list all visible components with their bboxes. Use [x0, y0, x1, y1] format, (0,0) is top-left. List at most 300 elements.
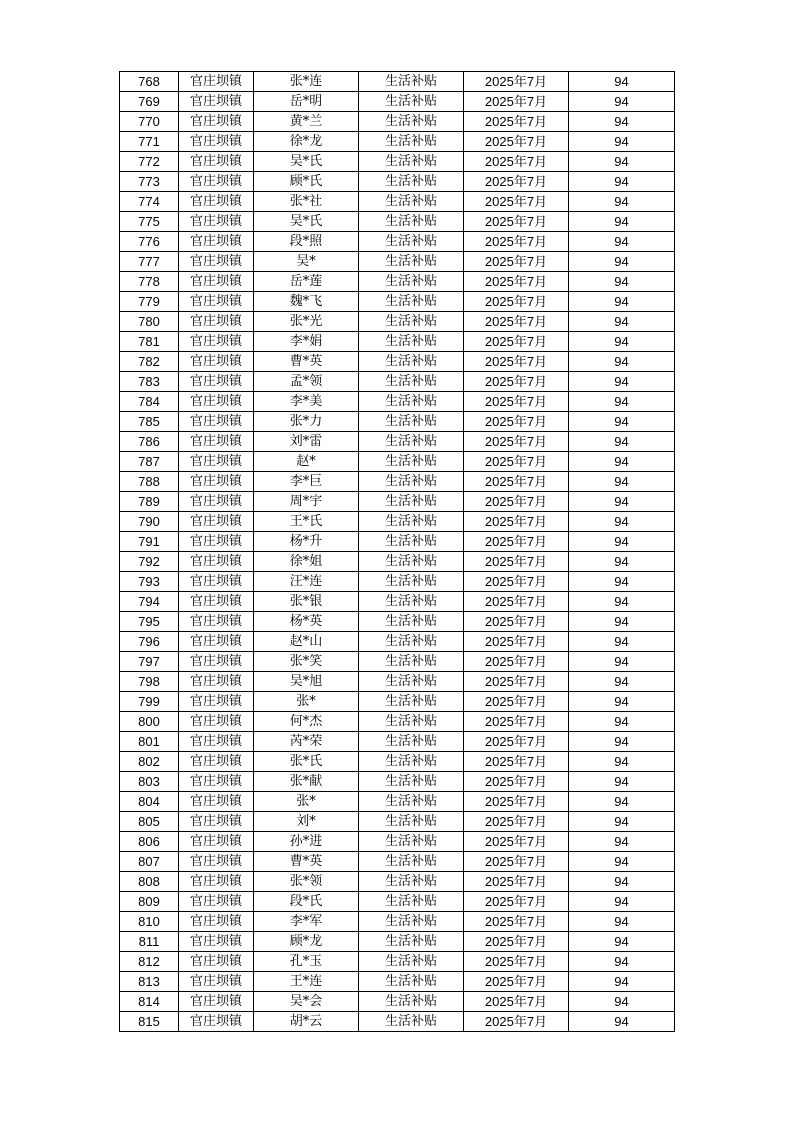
row-number: 770 — [120, 112, 179, 132]
table-row — [120, 792, 675, 812]
table-row — [120, 592, 675, 612]
period-cell: 2025年7月 — [464, 172, 569, 192]
period-cell: 2025年7月 — [464, 412, 569, 432]
name-cell: 张*社 — [254, 192, 359, 212]
table-row — [120, 672, 675, 692]
amount-cell: 94 — [569, 132, 675, 152]
town-cell: 官庄坝镇 — [179, 72, 254, 92]
period-cell: 2025年7月 — [464, 792, 569, 812]
amount-cell: 94 — [569, 732, 675, 752]
subsidy-type-cell: 生活补贴 — [359, 752, 464, 772]
subsidy-type-cell: 生活补贴 — [359, 412, 464, 432]
amount-cell: 94 — [569, 832, 675, 852]
row-number: 778 — [120, 272, 179, 292]
town-cell: 官庄坝镇 — [179, 652, 254, 672]
subsidy-type-cell: 生活补贴 — [359, 432, 464, 452]
period-cell: 2025年7月 — [464, 192, 569, 212]
table-row — [120, 692, 675, 712]
amount-cell: 94 — [569, 92, 675, 112]
town-cell: 官庄坝镇 — [179, 932, 254, 952]
row-number: 772 — [120, 152, 179, 172]
row-number: 797 — [120, 652, 179, 672]
subsidy-type-cell: 生活补贴 — [359, 212, 464, 232]
name-cell: 刘*雷 — [254, 432, 359, 452]
row-number: 803 — [120, 772, 179, 792]
table-row — [120, 612, 675, 632]
town-cell: 官庄坝镇 — [179, 432, 254, 452]
period-cell: 2025年7月 — [464, 212, 569, 232]
amount-cell: 94 — [569, 572, 675, 592]
town-cell: 官庄坝镇 — [179, 472, 254, 492]
table-row — [120, 312, 675, 332]
town-cell: 官庄坝镇 — [179, 992, 254, 1012]
town-cell: 官庄坝镇 — [179, 872, 254, 892]
name-cell: 孙*进 — [254, 832, 359, 852]
table-row — [120, 832, 675, 852]
table-row — [120, 232, 675, 252]
town-cell: 官庄坝镇 — [179, 912, 254, 932]
row-number: 788 — [120, 472, 179, 492]
subsidy-type-cell: 生活补贴 — [359, 872, 464, 892]
row-number: 784 — [120, 392, 179, 412]
name-cell: 张*笑 — [254, 652, 359, 672]
amount-cell: 94 — [569, 772, 675, 792]
period-cell: 2025年7月 — [464, 772, 569, 792]
row-number: 780 — [120, 312, 179, 332]
town-cell: 官庄坝镇 — [179, 312, 254, 332]
row-number: 793 — [120, 572, 179, 592]
amount-cell: 94 — [569, 992, 675, 1012]
row-number: 802 — [120, 752, 179, 772]
town-cell: 官庄坝镇 — [179, 212, 254, 232]
subsidy-type-cell: 生活补贴 — [359, 72, 464, 92]
row-number: 799 — [120, 692, 179, 712]
town-cell: 官庄坝镇 — [179, 712, 254, 732]
row-number: 792 — [120, 552, 179, 572]
row-number: 798 — [120, 672, 179, 692]
period-cell: 2025年7月 — [464, 932, 569, 952]
subsidy-type-cell: 生活补贴 — [359, 312, 464, 332]
subsidy-type-cell: 生活补贴 — [359, 552, 464, 572]
table-row — [120, 132, 675, 152]
row-number: 776 — [120, 232, 179, 252]
subsidy-type-cell: 生活补贴 — [359, 852, 464, 872]
amount-cell: 94 — [569, 712, 675, 732]
name-cell: 杨*升 — [254, 532, 359, 552]
name-cell: 张* — [254, 792, 359, 812]
name-cell: 张*力 — [254, 412, 359, 432]
name-cell: 黄*兰 — [254, 112, 359, 132]
amount-cell: 94 — [569, 512, 675, 532]
table-row — [120, 532, 675, 552]
table-row — [120, 172, 675, 192]
period-cell: 2025年7月 — [464, 872, 569, 892]
row-number: 774 — [120, 192, 179, 212]
row-number: 781 — [120, 332, 179, 352]
row-number: 787 — [120, 452, 179, 472]
name-cell: 杨*英 — [254, 612, 359, 632]
table-row — [120, 812, 675, 832]
town-cell: 官庄坝镇 — [179, 392, 254, 412]
name-cell: 刘* — [254, 812, 359, 832]
name-cell: 王*连 — [254, 972, 359, 992]
row-number: 800 — [120, 712, 179, 732]
name-cell: 李*军 — [254, 912, 359, 932]
name-cell: 吴* — [254, 252, 359, 272]
row-number: 806 — [120, 832, 179, 852]
town-cell: 官庄坝镇 — [179, 812, 254, 832]
subsidy-type-cell: 生活补贴 — [359, 252, 464, 272]
table-row — [120, 932, 675, 952]
table-row — [120, 332, 675, 352]
subsidy-type-cell: 生活补贴 — [359, 772, 464, 792]
row-number: 790 — [120, 512, 179, 532]
subsidy-type-cell: 生活补贴 — [359, 472, 464, 492]
name-cell: 吴*会 — [254, 992, 359, 1012]
town-cell: 官庄坝镇 — [179, 852, 254, 872]
town-cell: 官庄坝镇 — [179, 492, 254, 512]
subsidy-type-cell: 生活补贴 — [359, 192, 464, 212]
name-cell: 岳*明 — [254, 92, 359, 112]
row-number: 771 — [120, 132, 179, 152]
amount-cell: 94 — [569, 672, 675, 692]
table-row — [120, 392, 675, 412]
name-cell: 徐*龙 — [254, 132, 359, 152]
row-number: 810 — [120, 912, 179, 932]
row-number: 777 — [120, 252, 179, 272]
amount-cell: 94 — [569, 472, 675, 492]
table-row — [120, 1012, 675, 1032]
amount-cell: 94 — [569, 892, 675, 912]
subsidy-type-cell: 生活补贴 — [359, 452, 464, 472]
subsidy-type-cell: 生活补贴 — [359, 992, 464, 1012]
period-cell: 2025年7月 — [464, 612, 569, 632]
name-cell: 顾*龙 — [254, 932, 359, 952]
row-number: 768 — [120, 72, 179, 92]
table-row — [120, 952, 675, 972]
name-cell: 孔*玉 — [254, 952, 359, 972]
subsidy-type-cell: 生活补贴 — [359, 832, 464, 852]
amount-cell: 94 — [569, 812, 675, 832]
amount-cell: 94 — [569, 972, 675, 992]
period-cell: 2025年7月 — [464, 312, 569, 332]
name-cell: 张*氏 — [254, 752, 359, 772]
row-number: 804 — [120, 792, 179, 812]
table-row — [120, 412, 675, 432]
period-cell: 2025年7月 — [464, 532, 569, 552]
town-cell: 官庄坝镇 — [179, 452, 254, 472]
period-cell: 2025年7月 — [464, 592, 569, 612]
period-cell: 2025年7月 — [464, 652, 569, 672]
subsidy-type-cell: 生活补贴 — [359, 112, 464, 132]
row-number: 773 — [120, 172, 179, 192]
table-row — [120, 92, 675, 112]
town-cell: 官庄坝镇 — [179, 292, 254, 312]
town-cell: 官庄坝镇 — [179, 172, 254, 192]
town-cell: 官庄坝镇 — [179, 272, 254, 292]
row-number: 786 — [120, 432, 179, 452]
period-cell: 2025年7月 — [464, 632, 569, 652]
town-cell: 官庄坝镇 — [179, 152, 254, 172]
name-cell: 芮*荣 — [254, 732, 359, 752]
period-cell: 2025年7月 — [464, 752, 569, 772]
period-cell: 2025年7月 — [464, 92, 569, 112]
amount-cell: 94 — [569, 652, 675, 672]
period-cell: 2025年7月 — [464, 972, 569, 992]
town-cell: 官庄坝镇 — [179, 552, 254, 572]
amount-cell: 94 — [569, 932, 675, 952]
amount-cell: 94 — [569, 592, 675, 612]
amount-cell: 94 — [569, 292, 675, 312]
amount-cell: 94 — [569, 552, 675, 572]
town-cell: 官庄坝镇 — [179, 832, 254, 852]
amount-cell: 94 — [569, 412, 675, 432]
period-cell: 2025年7月 — [464, 512, 569, 532]
period-cell: 2025年7月 — [464, 712, 569, 732]
table-row — [120, 752, 675, 772]
row-number: 795 — [120, 612, 179, 632]
amount-cell: 94 — [569, 312, 675, 332]
period-cell: 2025年7月 — [464, 332, 569, 352]
period-cell: 2025年7月 — [464, 252, 569, 272]
period-cell: 2025年7月 — [464, 392, 569, 412]
period-cell: 2025年7月 — [464, 72, 569, 92]
town-cell: 官庄坝镇 — [179, 732, 254, 752]
subsidy-type-cell: 生活补贴 — [359, 912, 464, 932]
subsidy-type-cell: 生活补贴 — [359, 612, 464, 632]
table-row — [120, 912, 675, 932]
subsidy-type-cell: 生活补贴 — [359, 692, 464, 712]
subsidy-type-cell: 生活补贴 — [359, 392, 464, 412]
table-row — [120, 852, 675, 872]
table-row — [120, 972, 675, 992]
subsidy-type-cell: 生活补贴 — [359, 272, 464, 292]
amount-cell: 94 — [569, 352, 675, 372]
name-cell: 吴*氏 — [254, 212, 359, 232]
subsidy-type-cell: 生活补贴 — [359, 132, 464, 152]
subsidy-type-cell: 生活补贴 — [359, 372, 464, 392]
table-row — [120, 552, 675, 572]
row-number: 815 — [120, 1012, 179, 1032]
town-cell: 官庄坝镇 — [179, 692, 254, 712]
row-number: 779 — [120, 292, 179, 312]
amount-cell: 94 — [569, 192, 675, 212]
table-row — [120, 652, 675, 672]
period-cell: 2025年7月 — [464, 492, 569, 512]
name-cell: 周*宇 — [254, 492, 359, 512]
period-cell: 2025年7月 — [464, 292, 569, 312]
subsidy-roster-table — [119, 71, 675, 1032]
amount-cell: 94 — [569, 632, 675, 652]
town-cell: 官庄坝镇 — [179, 352, 254, 372]
subsidy-type-cell: 生活补贴 — [359, 292, 464, 312]
table-row — [120, 732, 675, 752]
period-cell: 2025年7月 — [464, 152, 569, 172]
amount-cell: 94 — [569, 452, 675, 472]
table-row — [120, 472, 675, 492]
name-cell: 吴*氏 — [254, 152, 359, 172]
table-row — [120, 992, 675, 1012]
subsidy-type-cell: 生活补贴 — [359, 952, 464, 972]
subsidy-type-cell: 生活补贴 — [359, 152, 464, 172]
amount-cell: 94 — [569, 372, 675, 392]
row-number: 794 — [120, 592, 179, 612]
amount-cell: 94 — [569, 252, 675, 272]
name-cell: 张*献 — [254, 772, 359, 792]
period-cell: 2025年7月 — [464, 952, 569, 972]
amount-cell: 94 — [569, 212, 675, 232]
period-cell: 2025年7月 — [464, 132, 569, 152]
name-cell: 张*银 — [254, 592, 359, 612]
row-number: 808 — [120, 872, 179, 892]
name-cell: 张* — [254, 692, 359, 712]
name-cell: 曹*英 — [254, 352, 359, 372]
period-cell: 2025年7月 — [464, 352, 569, 372]
name-cell: 孟*领 — [254, 372, 359, 392]
subsidy-type-cell: 生活补贴 — [359, 652, 464, 672]
name-cell: 徐*姐 — [254, 552, 359, 572]
row-number: 796 — [120, 632, 179, 652]
amount-cell: 94 — [569, 272, 675, 292]
amount-cell: 94 — [569, 1012, 675, 1032]
name-cell: 段*氏 — [254, 892, 359, 912]
amount-cell: 94 — [569, 332, 675, 352]
town-cell: 官庄坝镇 — [179, 752, 254, 772]
name-cell: 何*杰 — [254, 712, 359, 732]
subsidy-type-cell: 生活补贴 — [359, 492, 464, 512]
subsidy-type-cell: 生活补贴 — [359, 1012, 464, 1032]
amount-cell: 94 — [569, 152, 675, 172]
roster-body — [120, 72, 675, 1032]
period-cell: 2025年7月 — [464, 372, 569, 392]
row-number: 807 — [120, 852, 179, 872]
name-cell: 张*连 — [254, 72, 359, 92]
name-cell: 汪*连 — [254, 572, 359, 592]
period-cell: 2025年7月 — [464, 692, 569, 712]
table-row — [120, 572, 675, 592]
town-cell: 官庄坝镇 — [179, 672, 254, 692]
amount-cell: 94 — [569, 612, 675, 632]
table-row — [120, 272, 675, 292]
subsidy-type-cell: 生活补贴 — [359, 812, 464, 832]
amount-cell: 94 — [569, 952, 675, 972]
row-number: 814 — [120, 992, 179, 1012]
subsidy-type-cell: 生活补贴 — [359, 732, 464, 752]
name-cell: 吴*旭 — [254, 672, 359, 692]
amount-cell: 94 — [569, 752, 675, 772]
name-cell: 岳*莲 — [254, 272, 359, 292]
name-cell: 王*氏 — [254, 512, 359, 532]
name-cell: 张*领 — [254, 872, 359, 892]
town-cell: 官庄坝镇 — [179, 252, 254, 272]
amount-cell: 94 — [569, 792, 675, 812]
amount-cell: 94 — [569, 492, 675, 512]
amount-cell: 94 — [569, 232, 675, 252]
table-row — [120, 192, 675, 212]
table-row — [120, 492, 675, 512]
period-cell: 2025年7月 — [464, 432, 569, 452]
name-cell: 张*光 — [254, 312, 359, 332]
period-cell: 2025年7月 — [464, 812, 569, 832]
town-cell: 官庄坝镇 — [179, 112, 254, 132]
name-cell: 李*巨 — [254, 472, 359, 492]
period-cell: 2025年7月 — [464, 912, 569, 932]
table-row — [120, 712, 675, 732]
period-cell: 2025年7月 — [464, 232, 569, 252]
town-cell: 官庄坝镇 — [179, 192, 254, 212]
subsidy-type-cell: 生活补贴 — [359, 332, 464, 352]
town-cell: 官庄坝镇 — [179, 412, 254, 432]
row-number: 782 — [120, 352, 179, 372]
amount-cell: 94 — [569, 692, 675, 712]
row-number: 809 — [120, 892, 179, 912]
name-cell: 段*照 — [254, 232, 359, 252]
town-cell: 官庄坝镇 — [179, 332, 254, 352]
town-cell: 官庄坝镇 — [179, 1012, 254, 1032]
town-cell: 官庄坝镇 — [179, 592, 254, 612]
row-number: 783 — [120, 372, 179, 392]
amount-cell: 94 — [569, 112, 675, 132]
amount-cell: 94 — [569, 432, 675, 452]
table-row — [120, 432, 675, 452]
name-cell: 胡*云 — [254, 1012, 359, 1032]
table-row — [120, 352, 675, 372]
period-cell: 2025年7月 — [464, 992, 569, 1012]
amount-cell: 94 — [569, 872, 675, 892]
table-row — [120, 372, 675, 392]
row-number: 775 — [120, 212, 179, 232]
table-row — [120, 152, 675, 172]
subsidy-type-cell: 生活补贴 — [359, 572, 464, 592]
period-cell: 2025年7月 — [464, 472, 569, 492]
table-row — [120, 892, 675, 912]
subsidy-type-cell: 生活补贴 — [359, 892, 464, 912]
subsidy-type-cell: 生活补贴 — [359, 632, 464, 652]
amount-cell: 94 — [569, 912, 675, 932]
amount-cell: 94 — [569, 392, 675, 412]
subsidy-type-cell: 生活补贴 — [359, 92, 464, 112]
town-cell: 官庄坝镇 — [179, 92, 254, 112]
town-cell: 官庄坝镇 — [179, 532, 254, 552]
town-cell: 官庄坝镇 — [179, 232, 254, 252]
table-row — [120, 212, 675, 232]
table-row — [120, 772, 675, 792]
subsidy-type-cell: 生活补贴 — [359, 972, 464, 992]
town-cell: 官庄坝镇 — [179, 792, 254, 812]
row-number: 791 — [120, 532, 179, 552]
row-number: 785 — [120, 412, 179, 432]
period-cell: 2025年7月 — [464, 1012, 569, 1032]
table-row — [120, 112, 675, 132]
period-cell: 2025年7月 — [464, 552, 569, 572]
subsidy-type-cell: 生活补贴 — [359, 232, 464, 252]
table-row — [120, 452, 675, 472]
town-cell: 官庄坝镇 — [179, 972, 254, 992]
period-cell: 2025年7月 — [464, 732, 569, 752]
subsidy-type-cell: 生活补贴 — [359, 592, 464, 612]
subsidy-type-cell: 生活补贴 — [359, 172, 464, 192]
town-cell: 官庄坝镇 — [179, 612, 254, 632]
table-row — [120, 512, 675, 532]
town-cell: 官庄坝镇 — [179, 892, 254, 912]
amount-cell: 94 — [569, 172, 675, 192]
amount-cell: 94 — [569, 72, 675, 92]
subsidy-type-cell: 生活补贴 — [359, 932, 464, 952]
row-number: 805 — [120, 812, 179, 832]
table-row — [120, 872, 675, 892]
period-cell: 2025年7月 — [464, 272, 569, 292]
period-cell: 2025年7月 — [464, 452, 569, 472]
